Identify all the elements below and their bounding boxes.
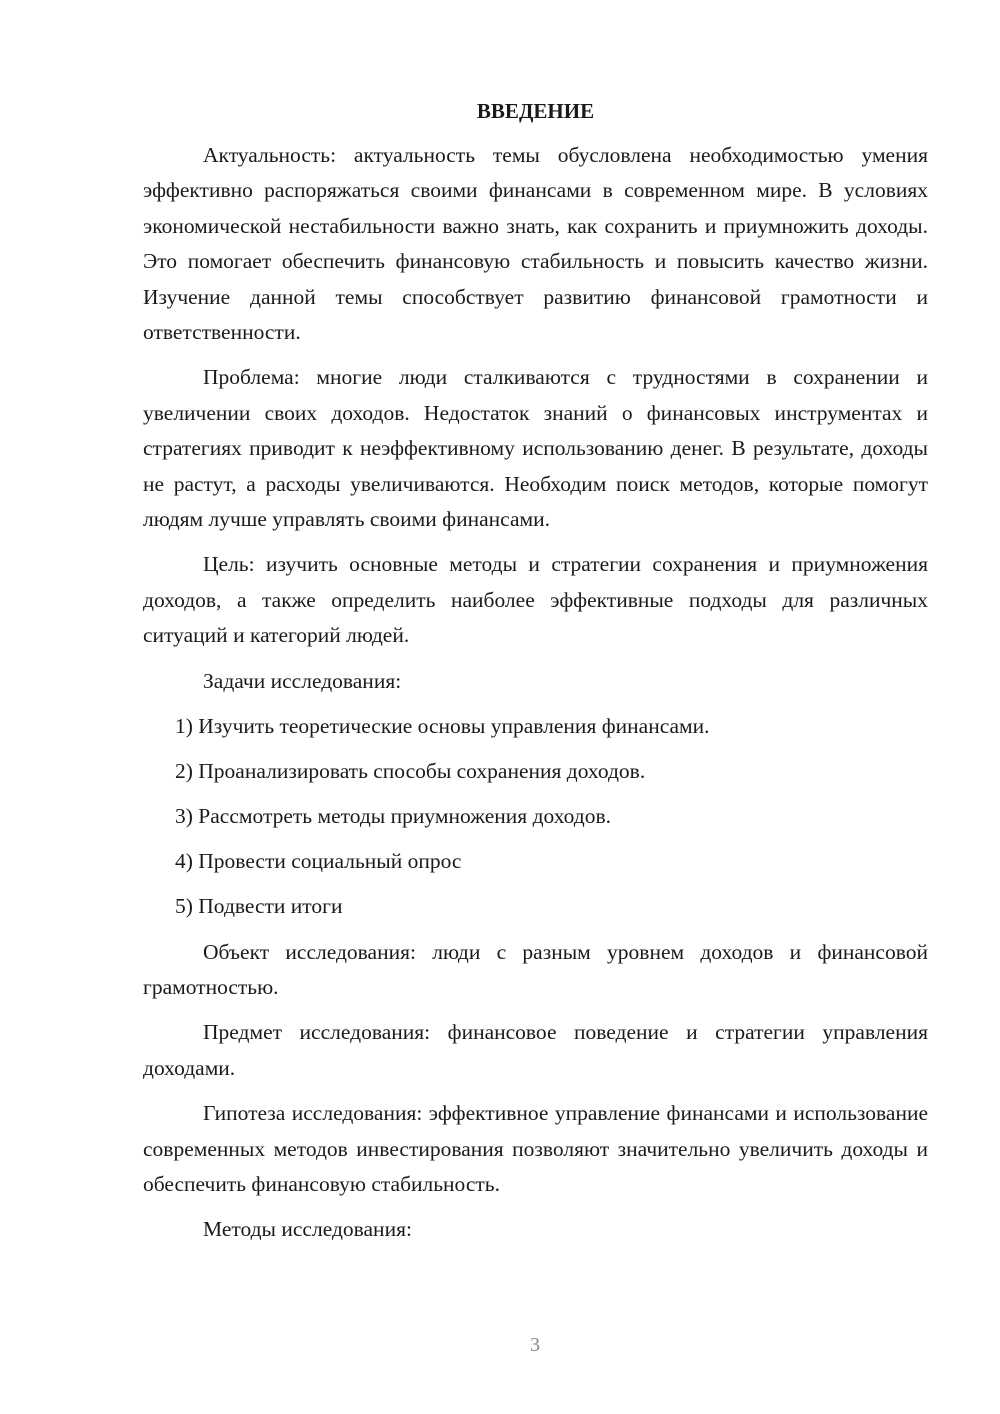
list-item: 3) Рассмотреть методы приумножения доходов. [175,804,611,829]
list-item: 5) Подвести итоги [175,894,343,919]
list-item: 1) Изучить теоретические основы управления финансами. [175,714,710,739]
paragraph-goal: Цель: изучить основные методы и стратегии сохранения и приумножения доходов, а также определить наиболее эффективные подходы для различных ситуаций и категорий людей. [143,552,928,648]
document-title: ВВЕДЕНИЕ [476,99,595,123]
page-number: 3 [530,1334,540,1356]
document-page [143,96,928,1258]
methods-heading: Методы исследования: [203,1217,412,1242]
list-item: 4) Провести социальный опрос [175,849,462,874]
paragraph-hypothesis: Гипотеза исследования: эффективное управление финансами и использование современных методов инвестирования позволяют значительно увеличить доходы и обеспечить финансовую стабильность. [143,1101,928,1196]
paragraph-subject: Предмет исследования: финансовое поведение и стратегии управления доходами. [143,1020,928,1080]
paragraph-relevance: Актуальность: актуальность темы обусловлена необходимостью умения эффективно распоряжаться своими финансами в современном мире. В условиях экономической нестабильности важно знать, как сохранить и приумножить доходы. Это помогает обеспечить финансовую стабильность и повысить качество жизни. Изучение данной темы способствует развитию финансовой грамотности и ответственности. [143,143,928,345]
paragraph-object: Объект исследования: люди с разным уровнем доходов и финансовой грамотностью. [143,939,928,999]
paragraph-problem: Проблема: многие люди сталкиваются с трудностями в сохранении и увеличении своих доходов. Недостаток знаний о финансовых инструментах и стратегиях приводит к неэффективному использованию денег. В результате, доходы не растут, а расходы увеличиваются. Необходим поиск методов, которые помогут людям лучше управлять своими финансами. [143,365,928,532]
tasks-list [143,709,928,924]
tasks-heading: Задачи исследования: [203,668,402,693]
list-item: 2) Проанализировать способы сохранения доходов. [175,759,646,784]
